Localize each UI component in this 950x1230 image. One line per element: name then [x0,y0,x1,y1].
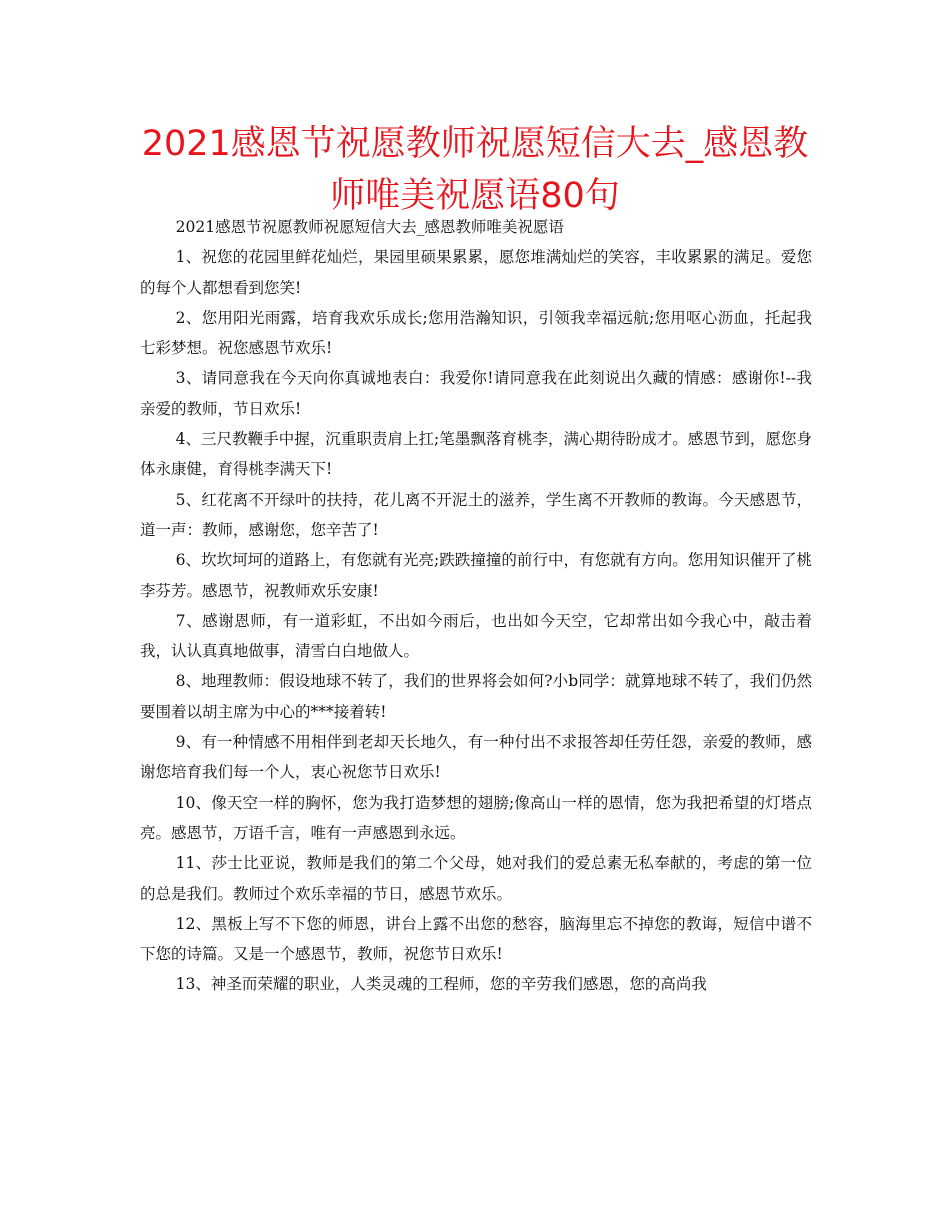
paragraph-9: 9、有一种情感不用相伴到老却天长地久，有一种付出不求报答却任劳任怨，亲爱的教师，感谢您培育我们每一个人，衷心祝您节日欢乐! [140,733,812,782]
paragraph-5: 5、红花离不开绿叶的扶持，花儿离不开泥土的滋养，学生离不开教师的教诲。今天感恩节，道一声：教师，感谢您，您辛苦了! [140,490,812,539]
document-title: 2021感恩节祝愿教师祝愿短信大去_感恩教师唯美祝愿语80句 [141,124,809,216]
document-body [140,212,812,1000]
paragraph-6: 6、坎坎坷坷的道路上，有您就有光亮;跌跌撞撞的前行中，有您就有方向。您用知识催开了桃李芬芳。感恩节，祝教师欢乐安康! [140,551,812,600]
paragraph-12: 12、黑板上写不下您的师恩，讲台上露不出您的愁容，脑海里忘不掉您的教诲，短信中谱不下您的诗篇。又是一个感恩节，教师，祝您节日欢乐! [140,914,812,964]
paragraph-4: 4、三尺教鞭手中握，沉重职责肩上扛;笔墨飘落育桃李，满心期待盼成才。感恩节到，愿您身体永康健，育得桃李满天下! [140,430,812,479]
paragraph-3: 3、请同意我在今天向你真诚地表白：我爱你!请同意我在此刻说出久藏的情感：感谢你!--我亲爱的教师，节日欢乐! [140,369,812,418]
document-subtitle: 2021感恩节祝愿教师祝愿短信大去_感恩教师唯美祝愿语 [175,218,564,236]
paragraph-13: 13、神圣而荣耀的职业，人类灵魂的工程师，您的辛劳我们感恩，您的高尚我 [175,975,707,994]
paragraph-7: 7、感谢恩师，有一道彩虹，不出如今雨后，也出如今天空，它却常出如今我心中，敲击着我，认认真真地做事，清雪白白地做人。 [140,611,812,661]
paragraph-10: 10、像天空一样的胸怀，您为我打造梦想的翅膀;像高山一样的恩情，您为我把希望的灯塔点亮。感恩节，万语千言，唯有一声感恩到永远。 [140,793,812,842]
paragraph-2: 2、您用阳光雨露，培育我欢乐成长;您用浩瀚知识，引领我幸福远航;您用呕心沥血，托起我七彩梦想。祝您感恩节欢乐! [140,308,812,358]
paragraph-8: 8、地理教师：假设地球不转了，我们的世界将会如何?小b同学：就算地球不转了，我们仍然要围着以胡主席为中心的***接着转! [140,672,812,721]
paragraph-11: 11、莎士比亚说，教师是我们的第二个父母，她对我们的爱总素无私奉献的，考虑的第一位的总是我们。教师过个欢乐幸福的节日，感恩节欢乐。 [140,854,812,903]
paragraph-1: 1、祝您的花园里鲜花灿烂，果园里硕果累累，愿您堆满灿烂的笑容，丰收累累的满足。爱您的每个人都想看到您笑! [140,248,812,297]
